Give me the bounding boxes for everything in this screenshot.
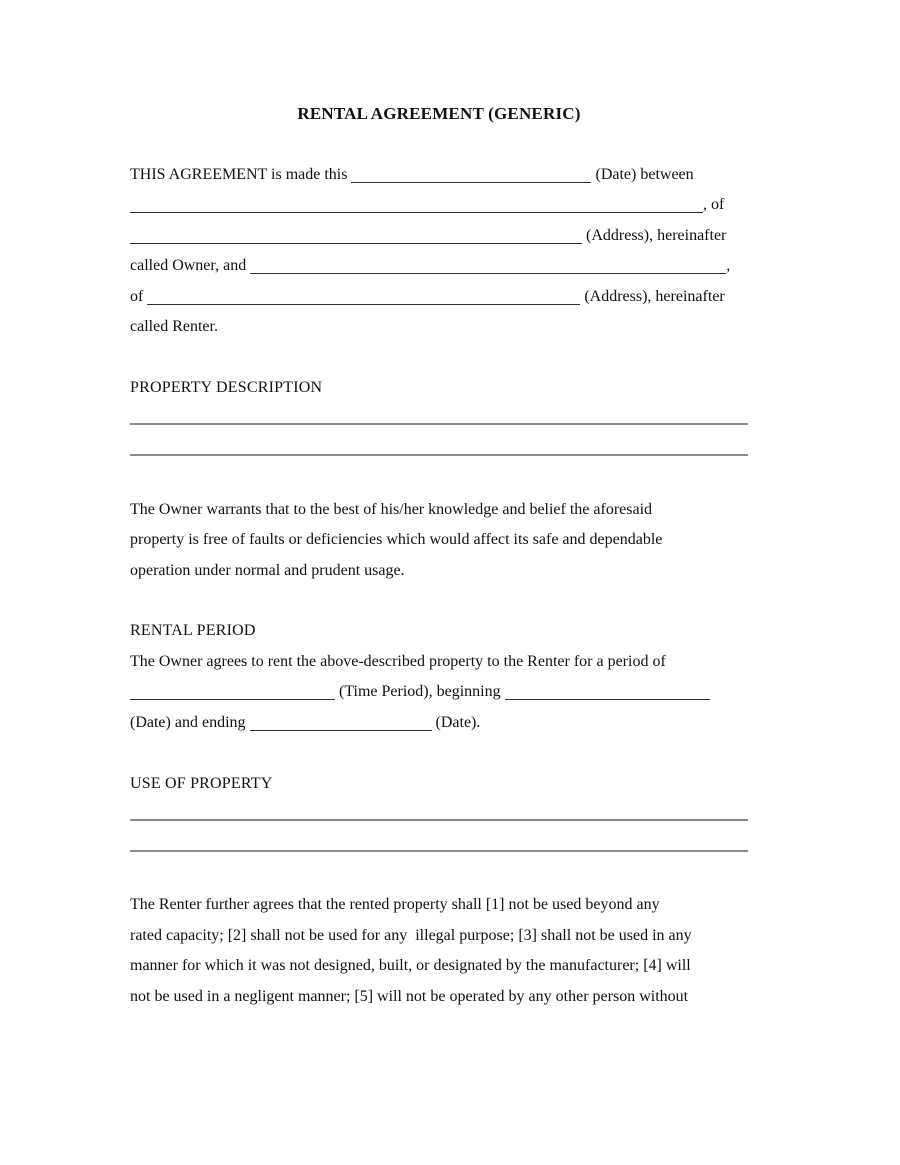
text-segment: property is free of faults or deficiencies which would affect its safe and dependable — [130, 531, 663, 549]
text-segment: USE OF PROPERTY — [130, 774, 273, 792]
text-segment: (Time Period), beginning — [335, 683, 505, 701]
text-segment: called Renter. — [130, 318, 218, 336]
text-segment: PROPERTY DESCRIPTION — [130, 378, 323, 396]
text-segment: RENTAL PERIOD — [130, 622, 256, 640]
section-heading — [130, 373, 748, 403]
text-segment: THIS AGREEMENT is made this — [130, 165, 352, 183]
text-segment: (Address), hereinafter — [582, 226, 727, 244]
fill-line — [130, 403, 748, 433]
text-segment: of — [130, 287, 148, 305]
section-heading — [130, 769, 748, 799]
paragraph-line — [130, 677, 748, 707]
blank-field — [130, 423, 748, 425]
spacer-line — [130, 586, 748, 616]
blank-field — [130, 699, 335, 700]
text-segment: (Date) between — [591, 165, 694, 183]
text-segment: The Owner warrants that to the best of his/her knowledge and belief the aforesaid — [130, 500, 653, 518]
text-segment: not be used in a negligent manner; [5] will not be operated by any other person without — [130, 987, 689, 1005]
document-title: RENTAL AGREEMENT (GENERIC) — [297, 104, 581, 123]
blank-field — [130, 454, 748, 456]
blank-field — [250, 273, 726, 274]
paragraph-line — [130, 282, 748, 312]
spacer-line — [130, 343, 748, 373]
spacer-line — [130, 464, 748, 494]
spacer-line — [130, 738, 748, 768]
blank-field — [351, 182, 591, 183]
text-segment: (Date). — [431, 713, 481, 731]
spacer-line — [130, 860, 748, 890]
text-segment: rated capacity; [2] shall not be used for any illegal purpose; [3] shall not be used in any — [130, 926, 692, 944]
text-segment: called Owner, and — [130, 257, 251, 275]
blank-field — [130, 819, 748, 821]
paragraph-line — [130, 221, 748, 251]
paragraph-line — [130, 951, 748, 981]
blank-field — [250, 730, 432, 731]
blank-field — [130, 850, 748, 852]
paragraph-line — [130, 160, 748, 190]
blank-field — [130, 243, 582, 244]
paragraph-line — [130, 312, 748, 342]
text-segment: , of — [703, 196, 725, 214]
text-segment: (Address), hereinafter — [580, 287, 725, 305]
blank-field — [130, 212, 703, 213]
text-segment: operation under normal and prudent usage. — [130, 561, 405, 579]
blank-field — [505, 699, 710, 700]
fill-line — [130, 830, 748, 860]
fill-line — [130, 799, 748, 829]
paragraph-line — [130, 890, 748, 920]
text-segment: (Date) and ending — [130, 713, 250, 731]
paragraph-line — [130, 708, 748, 738]
blank-field — [147, 304, 580, 305]
text-segment: , — [726, 257, 731, 275]
paragraph-line — [130, 251, 748, 281]
spacer-line — [130, 129, 748, 159]
paragraph-line — [130, 921, 748, 951]
text-segment: The Renter further agrees that the rented property shall [1] not be used beyond any — [130, 896, 660, 914]
paragraph-line — [130, 190, 748, 220]
document-page — [130, 0, 748, 1012]
section-heading — [130, 616, 748, 646]
text-segment: manner for which it was not designed, built, or designated by the manufacturer; [4] will — [130, 957, 691, 975]
paragraph-line — [130, 525, 748, 555]
paragraph-line — [130, 556, 748, 586]
paragraph-line — [130, 647, 748, 677]
paragraph-line — [130, 982, 748, 1012]
fill-line — [130, 434, 748, 464]
text-segment: The Owner agrees to rent the above-described property to the Renter for a period of — [130, 652, 666, 670]
paragraph-line — [130, 495, 748, 525]
document-body — [130, 129, 748, 1012]
